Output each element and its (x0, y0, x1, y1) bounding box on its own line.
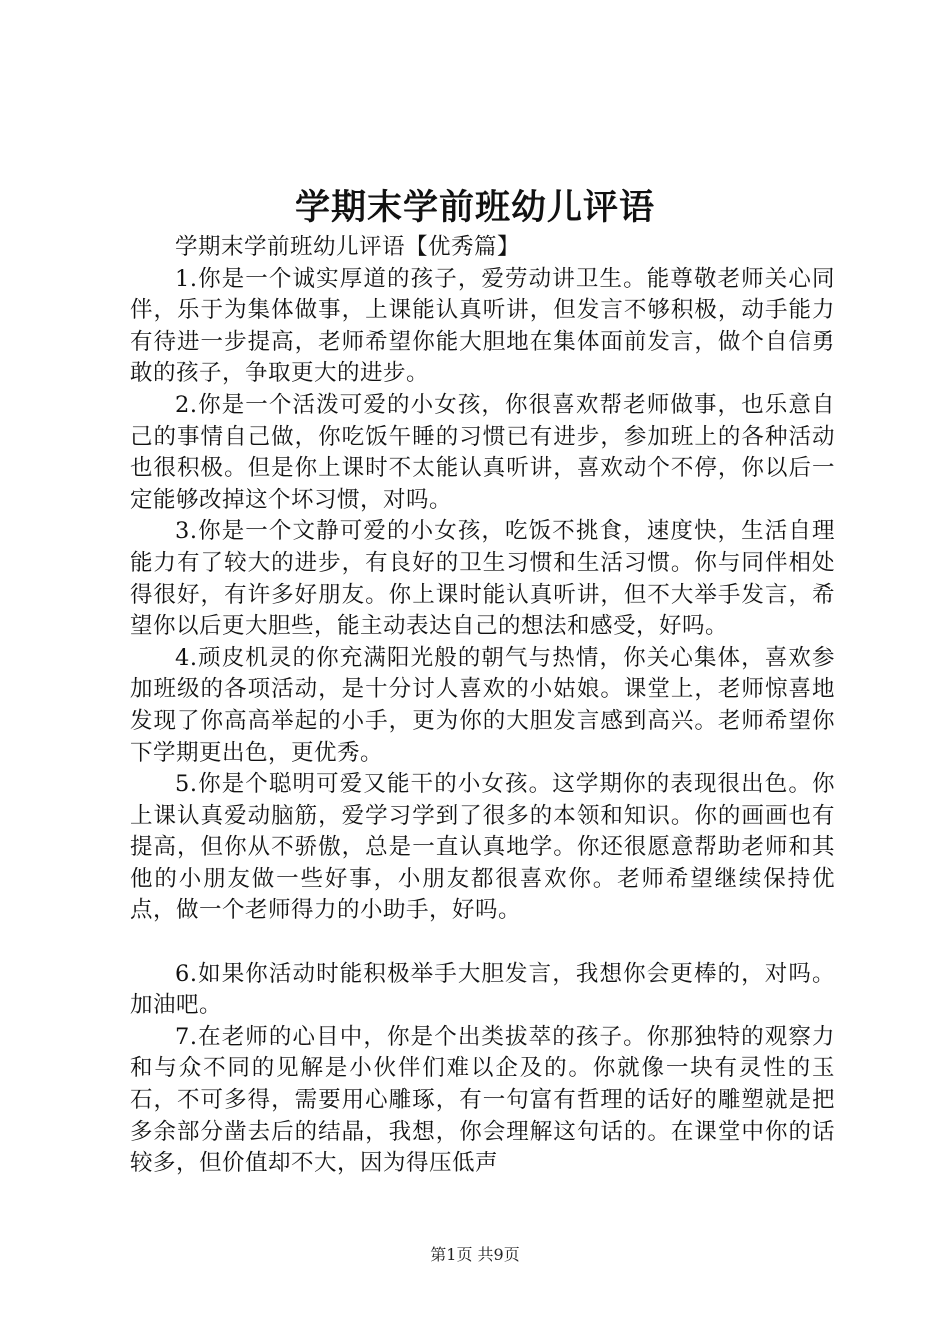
paragraph-3: 3.你是一个文静可爱的小女孩，吃饭不挑食，速度快，生活自理能力有了较大的进步，有良好的卫生习惯和生活习惯。你与同伴相处得很好，有许多好朋友。你上课时能认真听讲，但不大举手发言，希望你以后更大胆些，能主动表达自己的想法和感受，好吗。 (130, 518, 835, 640)
document-subtitle: 学期末学前班幼儿评语【优秀篇】 (175, 234, 521, 260)
paragraph-1: 1.你是一个诚实厚道的孩子，爱劳动讲卫生。能尊敬老师关心同伴，乐于为集体做事，上课能认真听讲，但发言不够积极，动手能力有待进一步提高，老师希望你能大胆地在集体面前发言，做个自信勇敢的孩子，争取更大的进步。 (130, 265, 835, 387)
paragraph-4: 4.顽皮机灵的你充满阳光般的朝气与热情，你关心集体，喜欢参加班级的各项活动，是十分讨人喜欢的小姑娘。课堂上，老师惊喜地发现了你高高举起的小手，更为你的大胆发言感到高兴。老师希望你下学期更出色，更优秀。 (130, 644, 835, 766)
document-body (130, 232, 835, 1180)
paragraph-6: 6.如果你活动时能积极举手大胆发言，我想你会更棒的，对吗。加油吧。 (130, 960, 835, 1019)
paragraph-5: 5.你是个聪明可爱又能干的小女孩。这学期你的表现很出色。你上课认真爱动脑筋，爱学习学到了很多的本领和知识。你的画画也有提高，但你从不骄傲，总是一直认真地学。你还很愿意帮助老师和其他的小朋友做一些好事，小朋友都很喜欢你。老师希望继续保持优点，做一个老师得力的小助手，好吗。 (130, 771, 835, 924)
paragraph-7: 7.在老师的心目中，你是个出类拔萃的孩子。你那独特的观察力和与众不同的见解是小伙伴们难以企及的。你就像一块有灵性的玉石，不可多得，需要用心雕琢，有一句富有哲理的话好的雕塑就是把多余部分凿去后的结晶，我想，你会理解这句话的。在课堂中你的话较多，但价值却不大，因为得压低声 (130, 1023, 835, 1177)
page-number-footer: 第1页 共9页 (430, 1245, 520, 1264)
document-title: 学期末学前班幼儿评语 (294, 187, 655, 228)
paragraph-2: 2.你是一个活泼可爱的小女孩，你很喜欢帮老师做事，也乐意自己的事情自己做，你吃饭午睡的习惯已有进步，参加班上的各种活动也很积极。但是你上课时不太能认真听讲，喜欢动个不停，你以后一定能够改掉这个坏习惯，对吗。 (130, 391, 835, 513)
